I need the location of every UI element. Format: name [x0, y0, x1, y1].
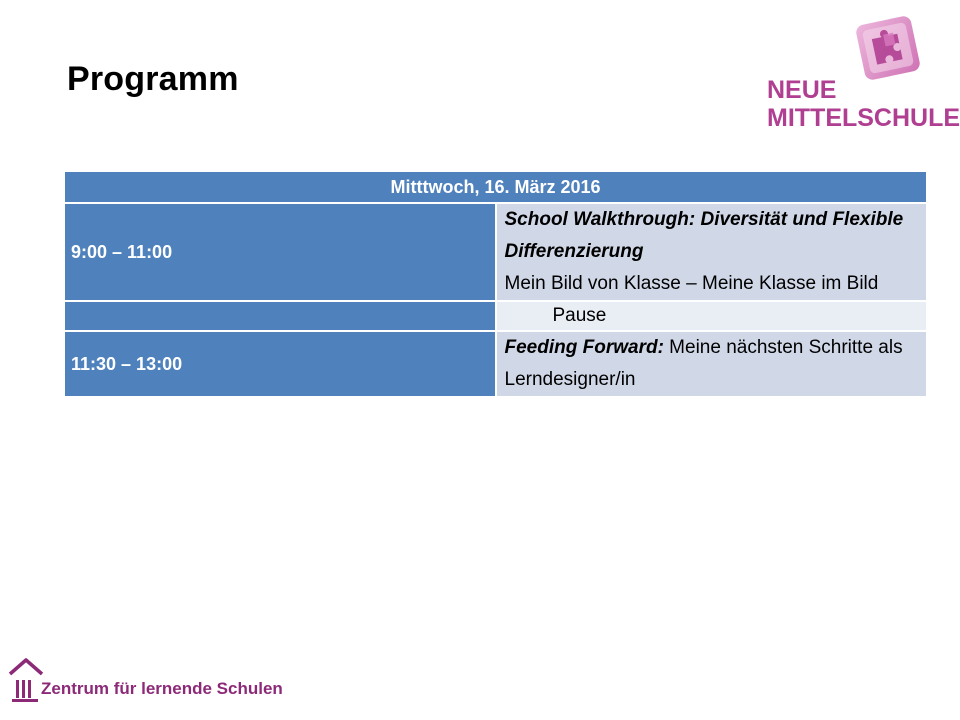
logo-line-neue: NEUE — [767, 76, 837, 104]
schedule-date-header: Mitttwoch, 16. März 2016 — [65, 172, 926, 203]
time-cell: 9:00 – 11:00 — [65, 203, 496, 301]
session-cell — [496, 331, 927, 396]
time-cell — [65, 301, 496, 331]
neue-mittelschule-logo — [760, 14, 960, 144]
schedule-header-row — [65, 172, 926, 203]
session-text: Mein Bild von Klasse – Meine Klasse im Bild — [504, 273, 879, 294]
time-cell: 11:30 – 13:00 — [65, 331, 496, 396]
table-row — [65, 301, 926, 331]
table-row — [65, 331, 926, 396]
session-title: School Walkthrough: Diversität und Flexible Differenzierung — [504, 209, 904, 262]
session-title: Feeding Forward: — [504, 337, 664, 358]
session-cell — [496, 203, 927, 301]
logo-line-mittelschule: MITTELSCHULE — [767, 104, 960, 132]
zentrum-logo-text: Zentrum für lernende Schulen — [41, 679, 283, 698]
table-row — [65, 203, 926, 301]
session-text: Meine nächsten Schritte als Lerndesigner/in — [504, 337, 903, 390]
break-cell: Pause — [496, 301, 927, 331]
page-title: Programm — [67, 60, 239, 98]
zentrum-logo — [7, 656, 307, 712]
schedule-table — [65, 172, 926, 396]
puzzle-logo-icon — [852, 14, 922, 84]
